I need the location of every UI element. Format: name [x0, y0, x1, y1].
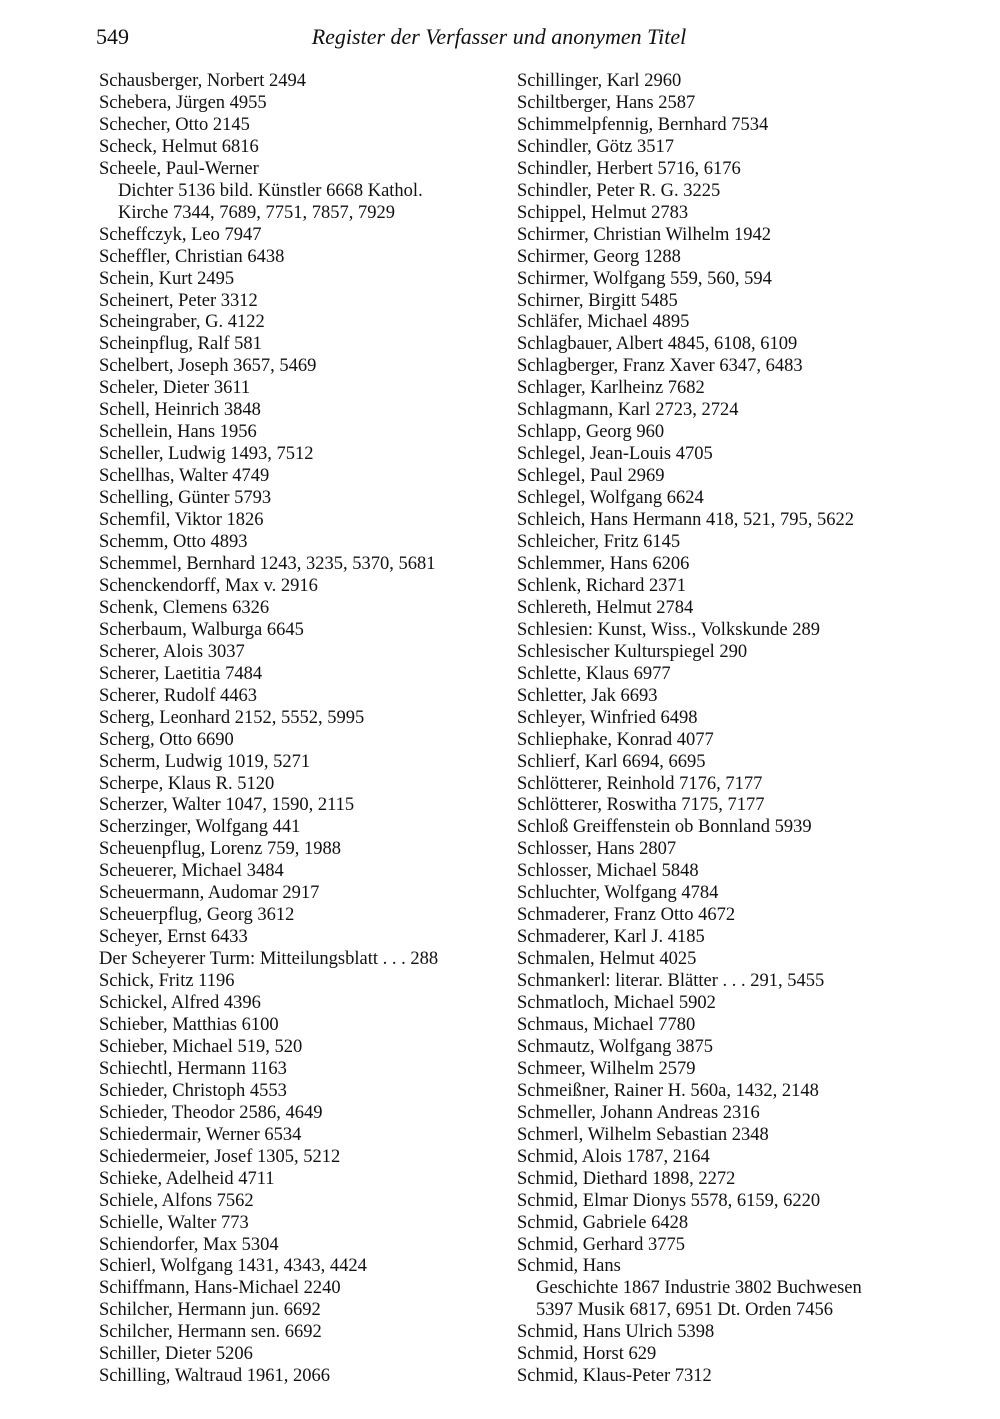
index-entry: Scheuerer, Michael 3484: [99, 861, 284, 882]
index-entry: Schmeer, Wilhelm 2579: [517, 1058, 696, 1079]
index-entry: Schmid, Horst 629: [517, 1344, 657, 1365]
index-entry: Schlosser, Michael 5848: [517, 861, 699, 882]
index-entry: Schmeller, Johann Andreas 2316: [517, 1102, 760, 1123]
index-entry: Schmerl, Wilhelm Sebastian 2348: [517, 1124, 769, 1145]
index-entry: Schiltberger, Hans 2587: [517, 92, 696, 113]
index-entry: Schmautz, Wolfgang 3875: [517, 1036, 713, 1057]
index-entry: Schieder, Theodor 2586, 4649: [99, 1102, 323, 1123]
index-entry: Schlereth, Helmut 2784: [517, 597, 694, 618]
index-entry: Schlötterer, Roswitha 7175, 7177: [517, 795, 765, 816]
index-entry: Schmaderer, Franz Otto 4672: [517, 905, 736, 926]
index-entry: Schirmer, Wolfgang 559, 560, 594: [517, 268, 772, 289]
index-entry: Schieber, Matthias 6100: [99, 1014, 279, 1035]
running-title: Register der Verfasser und anonymen Titel: [311, 24, 687, 49]
index-entry: Scheffler, Christian 6438: [99, 246, 285, 267]
index-entry: Schemmel, Bernhard 1243, 3235, 5370, 5681: [99, 553, 436, 574]
index-entry: Schmalen, Helmut 4025: [517, 949, 697, 970]
index-entry: Scheele, Paul-Werner: [99, 158, 259, 179]
index-entry: Schindler, Peter R. G. 3225: [517, 180, 721, 201]
index-entry: Schmatloch, Michael 5902: [517, 993, 716, 1014]
index-entry: Schleicher, Fritz 6145: [517, 532, 681, 553]
index-entry: Schirmer, Christian Wilhelm 1942: [517, 224, 772, 245]
index-entry: Scherg, Leonhard 2152, 5552, 5995: [99, 707, 365, 728]
index-entry: Scherm, Ludwig 1019, 5271: [99, 751, 311, 772]
index-entry: Schiedermeier, Josef 1305, 5212: [99, 1146, 341, 1167]
index-entry: Schlegel, Wolfgang 6624: [517, 488, 704, 509]
index-entry: Scheler, Dieter 3611: [99, 378, 251, 399]
index-entry: Schenk, Clemens 6326: [99, 597, 270, 618]
index-entry: Schlesien: Kunst, Wiss., Volkskunde 289: [517, 619, 820, 640]
index-entry: Schindler, Herbert 5716, 6176: [517, 158, 741, 179]
index-entry: Schein, Kurt 2495: [99, 268, 235, 289]
index-entry: Schimmelpfennig, Bernhard 7534: [517, 114, 769, 135]
index-entry: Schieke, Adelheid 4711: [99, 1168, 275, 1189]
index-entry-continuation: Geschichte 1867 Industrie 3802 Buchwesen: [536, 1278, 862, 1299]
right-column: [517, 71, 937, 1388]
index-entry: Scherer, Alois 3037: [99, 641, 245, 662]
index-entry: Schirner, Birgitt 5485: [517, 290, 678, 311]
index-entry: Scheingraber, G. 4122: [99, 312, 265, 333]
index-entry: Schlagbauer, Albert 4845, 6108, 6109: [517, 334, 798, 355]
index-entry: Schiffmann, Hans-Michael 2240: [99, 1278, 341, 1299]
index-entry: Schielle, Walter 773: [99, 1212, 249, 1233]
index-entry: Schausberger, Norbert 2494: [99, 71, 306, 91]
index-entry: Schippel, Helmut 2783: [517, 202, 689, 223]
index-entry: Schilcher, Hermann sen. 6692: [99, 1322, 322, 1343]
index-entry: Scheuerpflug, Georg 3612: [99, 905, 295, 926]
index-entry: Schindler, Götz 3517: [517, 136, 674, 157]
index-entry: Schlenk, Richard 2371: [517, 575, 687, 596]
index-entry: Scheller, Ludwig 1493, 7512: [99, 444, 314, 465]
index-entry: Schlegel, Jean-Louis 4705: [517, 444, 713, 465]
index-entry: Schemm, Otto 4893: [99, 532, 248, 553]
index-entry: Schickel, Alfred 4396: [99, 993, 261, 1014]
index-entry: Schmaderer, Karl J. 4185: [517, 927, 705, 948]
index-entry: Schierl, Wolfgang 1431, 4343, 4424: [99, 1256, 367, 1277]
index-entry: Schilcher, Hermann jun. 6692: [99, 1300, 321, 1321]
index-entry: Scherer, Laetitia 7484: [99, 663, 263, 684]
index-entry: Schleich, Hans Hermann 418, 521, 795, 5622: [517, 510, 855, 531]
index-entry: Scherzinger, Wolfgang 441: [99, 817, 301, 838]
index-entry: Schmankerl: literar. Blätter . . . 291, 5455: [517, 971, 825, 992]
index-entry: Schilling, Waltraud 1961, 2066: [99, 1366, 330, 1387]
index-entry: Scheck, Helmut 6816: [99, 136, 259, 157]
index-entry: Schmid, Diethard 1898, 2272: [517, 1168, 736, 1189]
index-entry: Scheffczyk, Leo 7947: [99, 224, 262, 245]
index-entry: Schmid, Hans Ulrich 5398: [517, 1322, 715, 1343]
index-entry: Schmid, Elmar Dionys 5578, 6159, 6220: [517, 1190, 821, 1211]
index-entry: Schick, Fritz 1196: [99, 971, 235, 992]
index-entry: Schleyer, Winfried 6498: [517, 707, 698, 728]
index-entry: Scherg, Otto 6690: [99, 729, 234, 750]
index-entry: Schloß Greiffenstein ob Bonnland 5939: [517, 817, 812, 838]
index-entry: Schiller, Dieter 5206: [99, 1344, 253, 1365]
index-entry: Schelling, Günter 5793: [99, 488, 272, 509]
index-entry: Schiendorfer, Max 5304: [99, 1234, 279, 1255]
index-entry: Scheuenpflug, Lorenz 759, 1988: [99, 839, 341, 860]
index-entry: Schmid, Alois 1787, 2164: [517, 1146, 710, 1167]
index-entry: Schlemmer, Hans 6206: [517, 553, 690, 574]
index-entry: Schiedermair, Werner 6534: [99, 1124, 302, 1145]
index-entry: Schmid, Gabriele 6428: [517, 1212, 689, 1233]
index-entry-continuation: Dichter 5136 bild. Künstler 6668 Kathol.: [118, 180, 423, 201]
index-entry: Schlager, Karlheinz 7682: [517, 378, 705, 399]
index-entry: Scheinpflug, Ralf 581: [99, 334, 262, 355]
index-entry: Schlegel, Paul 2969: [517, 466, 665, 487]
index-entry: Scherzer, Walter 1047, 1590, 2115: [99, 795, 355, 816]
index-entry: Schlapp, Georg 960: [517, 422, 665, 443]
index-entry: Schlosser, Hans 2807: [517, 839, 677, 860]
index-entry: Schläfer, Michael 4895: [517, 312, 690, 333]
index-entry: Schell, Heinrich 3848: [99, 400, 261, 421]
index-entry: Schillinger, Karl 2960: [517, 71, 682, 91]
index-entry: Schirmer, Georg 1288: [517, 246, 681, 267]
index-entry: Schlötterer, Reinhold 7176, 7177: [517, 773, 763, 794]
index-entry: Schellein, Hans 1956: [99, 422, 257, 443]
index-entry: Scheinert, Peter 3312: [99, 290, 258, 311]
page-number: 549: [96, 24, 129, 49]
index-entry: Der Scheyerer Turm: Mitteilungsblatt . . . 288: [99, 949, 439, 970]
index-entry: Schebera, Jürgen 4955: [99, 92, 267, 113]
index-entry: Scherbaum, Walburga 6645: [99, 619, 304, 640]
index-entry: Scherer, Rudolf 4463: [99, 685, 258, 706]
index-entry: Schmid, Klaus-Peter 7312: [517, 1366, 712, 1387]
index-entry: Schlierf, Karl 6694, 6695: [517, 751, 706, 772]
index-entry: Schiele, Alfons 7562: [99, 1190, 254, 1211]
index-entry: Schmaus, Michael 7780: [517, 1014, 696, 1035]
index-entry-continuation: Kirche 7344, 7689, 7751, 7857, 7929: [118, 202, 395, 223]
index-entry: Schenckendorff, Max v. 2916: [99, 575, 318, 596]
index-entry: Schluchter, Wolfgang 4784: [517, 883, 719, 904]
index-entry: Schlagberger, Franz Xaver 6347, 6483: [517, 356, 803, 377]
index-entry: Scherpe, Klaus R. 5120: [99, 773, 275, 794]
left-column: [99, 71, 499, 1388]
index-entry: Schliephake, Konrad 4077: [517, 729, 714, 750]
index-entry: Schiechtl, Hermann 1163: [99, 1058, 287, 1079]
index-entry: Schemfil, Viktor 1826: [99, 510, 264, 531]
index-entry: Schieber, Michael 519, 520: [99, 1036, 303, 1057]
index-entry: Schelbert, Joseph 3657, 5469: [99, 356, 317, 377]
index-entry: Schlagmann, Karl 2723, 2724: [517, 400, 739, 421]
index-entry: Scheyer, Ernst 6433: [99, 927, 248, 948]
index-entry: Schmid, Hans: [517, 1256, 621, 1277]
index-entry: Scheuermann, Audomar 2917: [99, 883, 320, 904]
page-header: [96, 24, 902, 58]
index-entry: Schellhas, Walter 4749: [99, 466, 270, 487]
index-entry: Schmeißner, Rainer H. 560a, 1432, 2148: [517, 1080, 819, 1101]
index-entry: Schecher, Otto 2145: [99, 114, 250, 135]
index-entry: Schmid, Gerhard 3775: [517, 1234, 686, 1255]
index-entry: Schlesischer Kulturspiegel 290: [517, 641, 748, 662]
index-entry: Schlette, Klaus 6977: [517, 663, 671, 684]
index-entry-continuation: 5397 Musik 6817, 6951 Dt. Orden 7456: [536, 1300, 834, 1321]
index-entry: Schletter, Jak 6693: [517, 685, 658, 706]
index-entry: Schieder, Christoph 4553: [99, 1080, 287, 1101]
